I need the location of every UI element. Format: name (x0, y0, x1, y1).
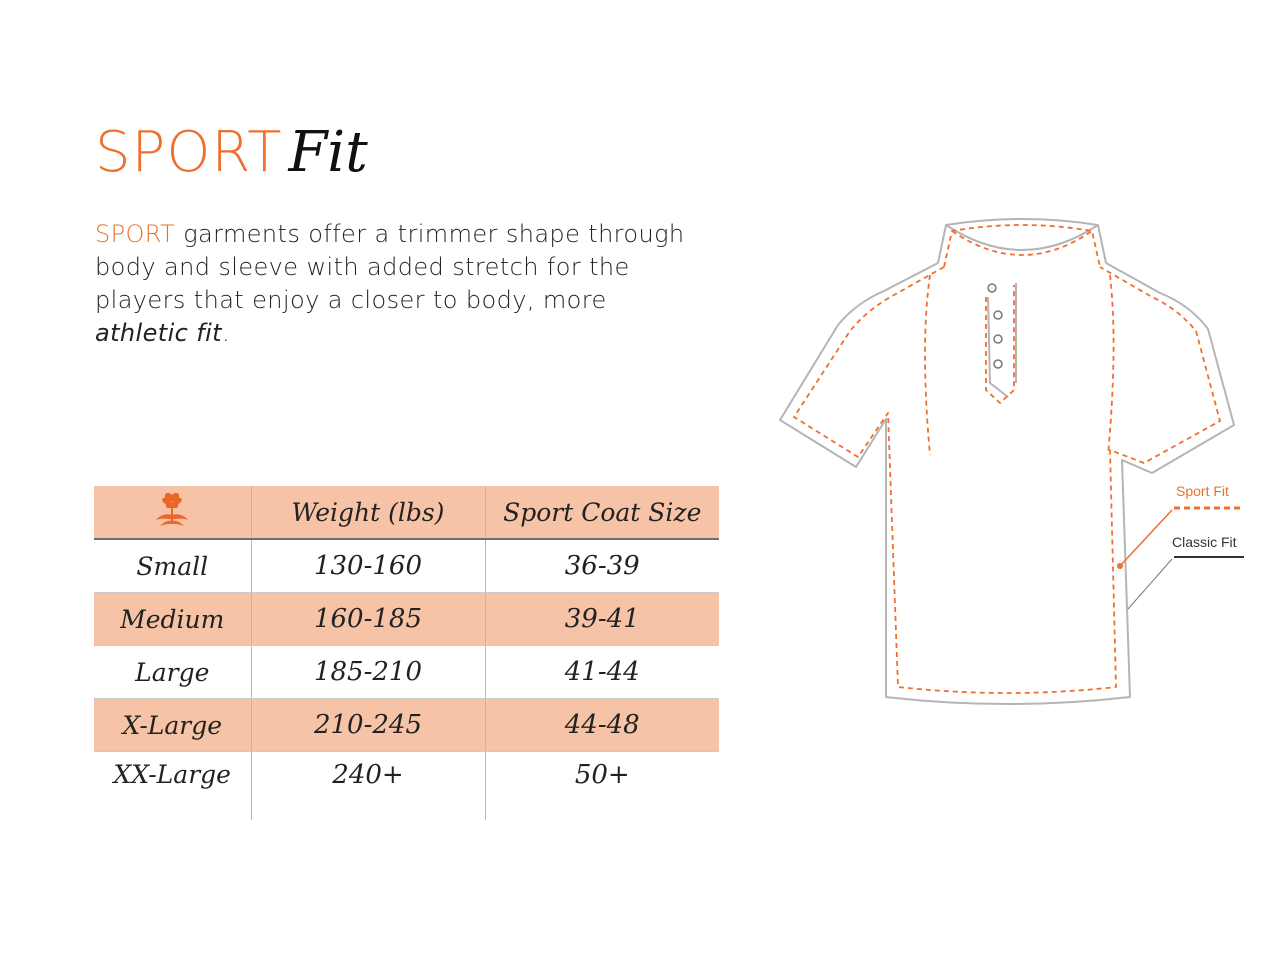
coat-cell: 36-39 (485, 539, 719, 593)
title-fit: Fit (288, 120, 368, 185)
weight-cell: 185-210 (251, 646, 485, 699)
intro-emphasis: athletic fit (95, 319, 222, 347)
legend-classic-fit: Classic Fit (1172, 534, 1237, 550)
header-coat-size: Sport Coat Size (485, 486, 719, 539)
coat-cell: 44-48 (485, 699, 719, 752)
coat-cell: 39-41 (485, 593, 719, 646)
table-row (94, 752, 719, 821)
intro-brand: SPORT (95, 220, 176, 248)
coat-cell: 41-44 (485, 646, 719, 699)
legend-sport-fit: Sport Fit (1176, 483, 1229, 499)
weight-cell: 240+ (251, 752, 485, 821)
size-cell: Medium (94, 593, 251, 646)
size-cell: Large (94, 646, 251, 699)
size-cell: Small (94, 539, 251, 593)
size-cell: XX-Large (113, 760, 231, 789)
header-weight: Weight (lbs) (251, 486, 485, 539)
weight-cell: 130-160 (251, 539, 485, 593)
intro-text: garments offer a trimmer shape through body and sleeve with added stretch for the players that enjoy a closer to body, more (95, 220, 685, 314)
coat-cell: 50+ (485, 752, 719, 821)
weight-cell: 160-185 (251, 593, 485, 646)
size-cell: X-Large (94, 699, 251, 752)
table-row (94, 646, 719, 699)
table-row (94, 593, 719, 646)
table-header-row (94, 486, 719, 539)
page-title (95, 118, 368, 188)
thistle-logo-icon (94, 486, 251, 539)
polo-shirt-diagram (760, 205, 1260, 725)
intro-paragraph (95, 218, 705, 350)
title-brand: SPORT (95, 120, 283, 185)
size-table (94, 486, 719, 820)
table-row (94, 539, 719, 593)
table-row (94, 699, 719, 752)
intro-text-end: . (222, 319, 231, 347)
weight-cell: 210-245 (251, 699, 485, 752)
